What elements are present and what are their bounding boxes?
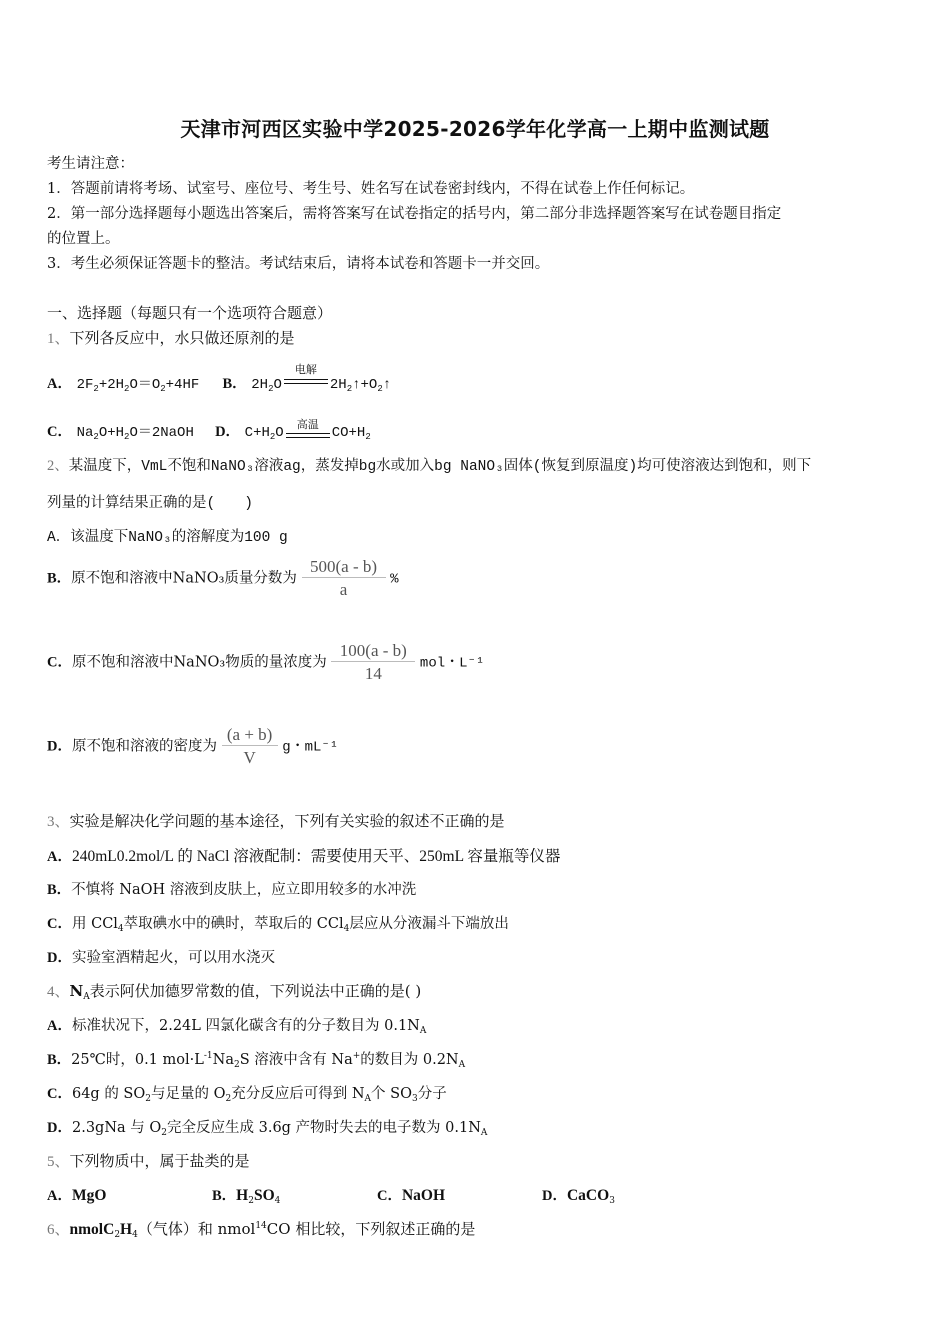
option-a-equation: $2F_2+2H_2O=O_2+4HF$ — [76, 377, 200, 394]
notice-item-3: 3．考生必须保证答题卡的整洁。考试结束后，请将本试卷和答题卡一并交回。 — [47, 256, 550, 272]
question-2-stem-line2: 列量的计算结果正确的是( ) — [47, 496, 253, 512]
question-2-stem-line1: 2、某温度下，VmL不饱和NaNO₃溶液ag，蒸发掉bg水或加入bg NaNO₃固体(恢复到原温度)均可使溶液达到饱和，则下 — [47, 458, 812, 475]
notice-heading: 考生请注意： — [47, 156, 134, 172]
option-b-label: B． — [222, 376, 247, 392]
option-b-equation: $2H_2O$ 电解 $2H_2↑+O_2↑$ — [251, 363, 392, 394]
page-title: 天津市河西区实验中学2025-2026学年化学高一上期中监测试题 — [180, 117, 770, 141]
question-4-option-b: B．25℃时，0.1 $mol\cdot L^{-1}Na_2S$ 溶液中含有 Na+的数目为 $0.2N_A$ — [47, 1051, 466, 1070]
question-5-option-c: C．NaOH — [377, 1187, 446, 1204]
question-4-stem: 4、$N_A$表示阿伏加德罗常数的值，下列说法中正确的是( ) — [47, 982, 422, 1002]
question-3-option-c: C．用 CCl$_4$萃取碘水中的碘时，萃取后的 CCl$_4$层应从分液漏斗下端放出 — [47, 916, 509, 934]
question-1-options-cd — [47, 420, 371, 442]
question-2-option-c: C．原不饱和溶液中NaNO₃物质的量浓度为 $\frac{100(a - b)}{14}$ mol・L⁻¹ — [47, 641, 485, 683]
option-c-label: C． — [47, 424, 72, 440]
option-c-equation: $Na_2O+H_2O=2NaOH$ — [76, 425, 194, 442]
fraction: $\frac{(a + b)}{V}$ — [222, 725, 278, 768]
question-4-option-d: D．2.3gNa 与 $O_2$完全反应生成 3.6g 产物时失去的电子数为 $0.1N_A$ — [47, 1120, 488, 1138]
option-d-equation: $C+H_2O$ 高温 $CO+H_2$ — [244, 418, 371, 442]
question-3-stem: 3、实验是解决化学问题的基本途径，下列有关实验的叙述不正确的是 — [47, 812, 505, 830]
question-6-stem: 6、$nmolC_2H_4$（气体）和 nmol$^{14}$CO 相比较，下列叙述正确的是 — [47, 1220, 476, 1240]
question-1-options-ab — [47, 363, 392, 394]
high-temperature-arrow: 高温 — [286, 425, 330, 439]
electrolysis-arrow: 电解 — [284, 377, 328, 391]
notice-item-1: 1．答题前请将考场、试室号、座位号、考生号、姓名写在试卷密封线内，不得在试卷上作任何标记。 — [47, 181, 695, 197]
question-5-option-a: A．MgO — [47, 1187, 107, 1204]
question-5-stem: 5、下列物质中，属于盐类的是 — [47, 1152, 250, 1170]
question-4-option-a: A．标准状况下，2.24L 四氯化碳含有的分子数目为 $0.1N_A$ — [47, 1018, 427, 1036]
question-1-stem: 1、下列各反应中，水只做还原剂的是 — [47, 329, 295, 347]
question-number: 1、 — [47, 331, 70, 347]
question-5-option-d: D．CaCO$_3$ — [542, 1187, 615, 1206]
question-2-option-d: D．原不饱和溶液的密度为 $\frac{(a + b)}{V}$ g・mL⁻¹ — [47, 725, 339, 767]
fraction: $\frac{500(a - b)}{a}$ — [302, 557, 386, 600]
option-d-label: D． — [215, 424, 241, 440]
question-3-option-b: B．不慎将 NaOH 溶液到皮肤上，应立即用较多的水冲洗 — [47, 882, 417, 898]
option-a-label: A． — [47, 376, 72, 392]
question-2-option-a: A．该温度下NaNO₃的溶解度为100 g — [47, 530, 288, 546]
question-3-option-a: A．240mL0.2mol/L 的 NaCl 溶液配制：需要使用天平、250mL 容量瓶等仪器 — [47, 848, 561, 865]
question-3-option-d: D．实验室酒精起火，可以用水浇灭 — [47, 950, 275, 966]
fraction: $\frac{100(a - b)}{14}$ — [331, 641, 415, 684]
question-2-option-b: B．原不饱和溶液中NaNO₃质量分数为 $\frac{500(a - b)}{a}$ % — [47, 557, 399, 599]
question-5-option-b: B．$H_2SO_4$ — [212, 1187, 281, 1206]
notice-item-2: 2．第一部分选择题每小题选出答案后，需将答案写在试卷指定的括号内，第二部分非选择题答案写在试卷题目指定 — [47, 206, 782, 222]
section-heading: 一、选择题（每题只有一个选项符合题意） — [47, 304, 333, 322]
notice-item-2-cont: 的位置上。 — [47, 231, 120, 247]
question-4-option-c: C．64g 的 $SO_2$与足量的 $O_2$充分反应后可得到 $N_A$个 $SO_3$分子 — [47, 1086, 447, 1104]
